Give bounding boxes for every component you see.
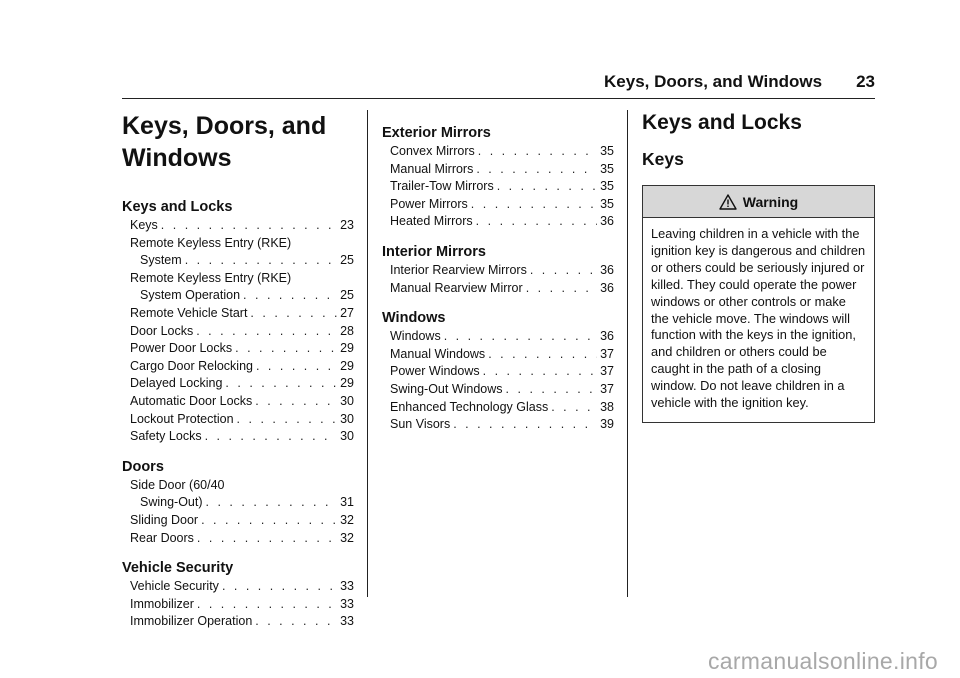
toc-section-heading: Vehicle Security	[122, 560, 234, 577]
leader-dots	[237, 411, 338, 429]
toc-entry-text: Keys	[130, 218, 158, 232]
toc-entry[interactable]	[382, 328, 614, 346]
toc-page-number: 36	[600, 280, 614, 295]
toc-entry[interactable]	[382, 381, 614, 399]
leader-dots	[530, 262, 597, 280]
toc-page-number: 36	[600, 214, 614, 229]
toc-entry-text: Delayed Locking	[130, 376, 223, 391]
leader-dots	[197, 596, 337, 614]
toc-entry[interactable]	[122, 305, 354, 323]
toc-page-number: 37	[600, 364, 614, 379]
toc-entry[interactable]	[382, 213, 614, 231]
toc-entry-text-cont: System	[140, 253, 182, 268]
leader-dots	[243, 287, 337, 305]
toc-entry[interactable]	[382, 280, 614, 298]
toc-page-number: 33	[340, 614, 354, 629]
toc-column-1	[122, 110, 354, 631]
leader-dots	[453, 416, 597, 434]
toc-entry[interactable]	[382, 399, 614, 417]
toc-entry[interactable]	[122, 270, 354, 305]
header-section-title: Keys, Doors, and Windows	[604, 72, 823, 91]
content-column	[642, 110, 875, 423]
toc-page-number: 36	[600, 262, 614, 277]
toc-entry-text: Power Windows	[390, 364, 480, 379]
toc-page-number: 32	[340, 530, 354, 545]
column-divider-1	[367, 110, 368, 597]
toc-entry[interactable]	[122, 578, 354, 596]
toc-page-number: 36	[600, 329, 614, 344]
toc-page-number: 29	[340, 376, 354, 391]
page-header	[122, 72, 875, 92]
leader-dots	[476, 213, 597, 231]
leader-dots	[497, 178, 597, 196]
toc-section	[382, 243, 614, 297]
toc-entry[interactable]	[122, 358, 354, 376]
toc-entry-text: Door Locks	[130, 323, 194, 338]
toc-entry[interactable]	[382, 161, 614, 179]
toc-entry-text: Sun Visors	[390, 417, 451, 432]
toc-page-number: 38	[600, 399, 614, 414]
toc-entry-text: Trailer-Tow Mirrors	[390, 179, 494, 194]
toc-section	[122, 559, 354, 631]
toc-entry-text: Side Door (60/40	[130, 477, 225, 492]
toc-entry-text: Immobilizer	[130, 596, 194, 611]
leader-dots	[476, 161, 597, 179]
toc-entry-text: Lockout Protection	[130, 411, 234, 426]
toc-section	[122, 458, 354, 547]
toc-page-number: 39	[600, 417, 614, 432]
toc-entry-text: Heated Mirrors	[390, 214, 473, 229]
leader-dots	[250, 305, 337, 323]
warning-box	[642, 185, 875, 423]
watermark: carmanualsonline.info	[707, 648, 938, 674]
toc-entry-text: Power Mirrors	[390, 196, 468, 211]
toc-entry-text-cont: Swing-Out)	[140, 495, 203, 510]
leader-dots	[225, 375, 337, 393]
leader-dots	[506, 381, 598, 399]
leader-dots	[197, 530, 337, 548]
toc-entry[interactable]	[122, 340, 354, 358]
toc-section	[382, 309, 614, 434]
toc-entry-text: Rear Doors	[130, 530, 194, 545]
warning-title: Warning	[742, 193, 799, 210]
leader-dots	[222, 578, 337, 596]
header-rule	[122, 98, 875, 99]
toc-entry[interactable]	[382, 143, 614, 161]
leader-dots	[196, 323, 337, 341]
toc-entry-text: Manual Rearview Mirror	[390, 280, 523, 295]
toc-entry-text: Convex Mirrors	[390, 144, 475, 158]
toc-entry[interactable]	[122, 393, 354, 411]
toc-page-number: 32	[340, 512, 354, 527]
leader-dots	[526, 280, 597, 298]
toc-entry-text: Manual Windows	[390, 346, 486, 361]
toc-entry[interactable]	[382, 346, 614, 364]
toc-page-number: 35	[600, 196, 614, 211]
toc-page-number: 33	[340, 579, 354, 594]
toc-entry[interactable]	[382, 178, 614, 196]
toc-page-number: 31	[340, 495, 354, 510]
toc-entry[interactable]	[122, 411, 354, 429]
toc-entry-text: Cargo Door Relocking	[130, 358, 253, 373]
leader-dots	[488, 346, 597, 364]
warning-triangle-icon	[719, 194, 737, 210]
toc-entry[interactable]	[382, 262, 614, 280]
toc-column-2	[382, 112, 614, 434]
column-divider-2	[627, 110, 628, 597]
toc-entry-text: Manual Mirrors	[390, 161, 474, 176]
page-number: 23	[856, 72, 875, 91]
toc-section	[382, 124, 614, 231]
toc-page-number: 29	[340, 358, 354, 373]
leader-dots	[551, 399, 597, 417]
toc-entry[interactable]	[122, 235, 354, 270]
toc-entry-text: Automatic Door Locks	[130, 393, 253, 408]
toc-entry[interactable]	[122, 596, 354, 614]
toc-section-heading: Windows	[382, 310, 446, 327]
leader-dots	[235, 340, 337, 358]
toc-entry-text: Sliding Door	[130, 512, 199, 527]
toc-page-number: 27	[340, 305, 354, 320]
toc-section-heading: Keys and Locks	[122, 199, 233, 215]
toc-entry-text: Remote Keyless Entry (RKE)	[130, 235, 292, 250]
toc-entry[interactable]	[122, 613, 354, 631]
toc-section-heading: Interior Mirrors	[382, 243, 486, 260]
toc-entry-text: Enhanced Technology Glass	[390, 399, 549, 414]
leader-dots	[255, 613, 337, 631]
leader-dots	[256, 358, 337, 376]
toc-entry[interactable]	[382, 196, 614, 214]
toc-entry[interactable]	[122, 217, 354, 235]
toc-entry[interactable]	[122, 375, 354, 393]
toc-page-number: 30	[340, 393, 354, 408]
toc-page-number: 30	[340, 429, 354, 444]
leader-dots	[478, 143, 597, 161]
leader-dots	[201, 512, 337, 530]
warning-text: Leaving children in a vehicle with the ignition key is dangerous and children or others could be seriously injured or killed. They could operate the power windows or other controls or make the vehicle move. The windows will function with the keys in the ignition, and children or others could be caught in the path of a closing window. Do not leave children in a vehicle with the ignition key.	[651, 226, 866, 411]
toc-entry[interactable]	[122, 512, 354, 530]
toc-entry-text: Remote Keyless Entry (RKE)	[130, 270, 292, 285]
toc-page-number: 28	[340, 323, 354, 338]
toc-entry-text: Swing-Out Windows	[390, 381, 503, 396]
toc-entry[interactable]	[382, 363, 614, 381]
toc-entry[interactable]	[122, 428, 354, 446]
toc-page-number: 30	[340, 411, 354, 426]
toc-entry-text-cont: System Operation	[140, 288, 241, 303]
toc-page-number: 35	[600, 179, 614, 194]
toc-page-number: 33	[340, 596, 354, 611]
toc-page-number: 35	[600, 144, 614, 158]
leader-dots	[255, 393, 337, 411]
toc-section-heading: Exterior Mirrors	[382, 125, 491, 141]
toc-entry[interactable]	[382, 416, 614, 434]
toc-entry[interactable]	[122, 323, 354, 341]
leader-dots	[185, 252, 337, 270]
toc-page-number: 29	[340, 341, 354, 356]
leader-dots	[444, 328, 597, 346]
leader-dots	[161, 217, 337, 235]
leader-dots	[483, 363, 597, 381]
toc-section-heading: Doors	[122, 458, 164, 475]
toc-page-number: 37	[600, 346, 614, 361]
leader-dots	[471, 196, 597, 214]
chapter-title: Keys, Doors, and Windows	[122, 112, 327, 172]
leader-dots	[206, 494, 338, 512]
toc-entry-text: Remote Vehicle Start	[130, 305, 248, 320]
leader-dots	[205, 428, 338, 446]
toc-entry[interactable]	[122, 530, 354, 548]
toc-entry-text: Windows	[390, 329, 441, 344]
subsection-heading: Keys	[642, 149, 684, 169]
toc-entry-text: Immobilizer Operation	[130, 614, 253, 629]
toc-page-number: 25	[340, 253, 354, 268]
toc-entry[interactable]	[122, 477, 354, 512]
toc-page-number: 25	[340, 288, 354, 303]
toc-section	[122, 198, 354, 446]
toc-entry-text: Safety Locks	[130, 429, 202, 444]
toc-entry-text: Power Door Locks	[130, 341, 233, 356]
warning-header	[643, 186, 874, 218]
toc-page-number: 35	[600, 161, 614, 176]
section-heading: Keys and Locks	[642, 111, 802, 134]
toc-page-number: 37	[600, 381, 614, 396]
toc-entry-text: Interior Rearview Mirrors	[390, 262, 527, 277]
toc-entry-text: Vehicle Security	[130, 579, 219, 594]
toc-page-number: 23	[340, 218, 354, 232]
